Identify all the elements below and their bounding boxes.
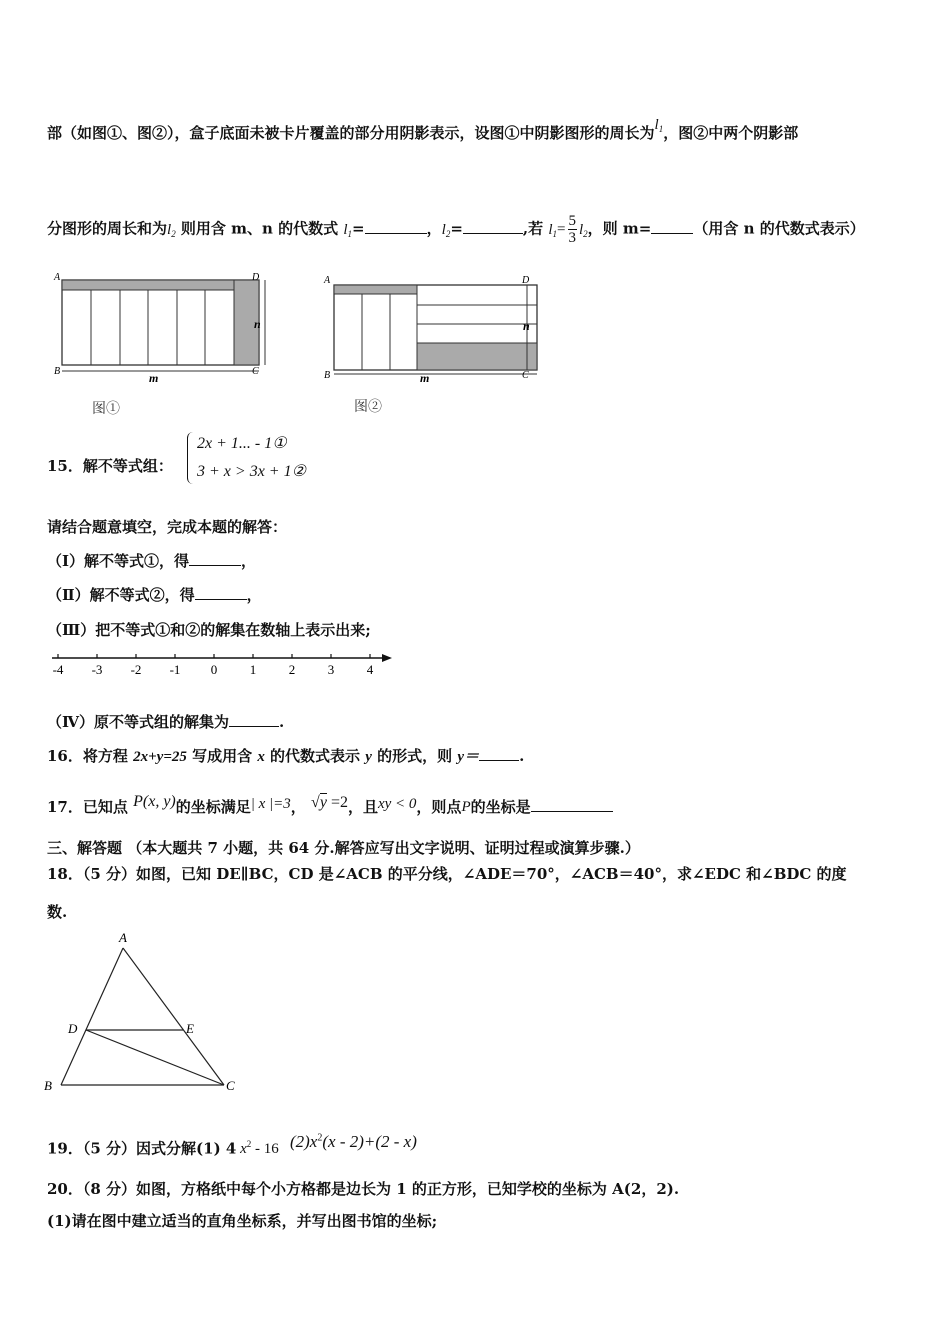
- l1-symbol: $l_1$: [654, 117, 664, 134]
- q20-line2: (1)请在图中建立适当的直角坐标系，并写出图书馆的坐标;: [47, 1212, 438, 1230]
- tick-label: -4: [52, 662, 64, 677]
- q15-part2: （Ⅱ）解不等式②，得 ，: [47, 586, 262, 604]
- fig2-label-m: m: [420, 371, 430, 385]
- ratio-eq: =: [557, 221, 566, 238]
- q14-line2-a: 分图形的周长和为: [47, 219, 168, 238]
- fig1-caption: 图①: [92, 400, 120, 416]
- q17-sqrt: √y =2: [311, 794, 348, 811]
- tick-label: 0: [210, 662, 218, 677]
- q17-abs: | x |=3: [250, 796, 291, 812]
- label-E: E: [186, 1021, 194, 1036]
- q14-line2: [47, 213, 865, 246]
- l2-answer-blank[interactable]: [463, 219, 523, 234]
- q18-line1: 18．（5 分）如图，已知 DE∥BC，CD 是∠ACB 的平分线，∠ADE＝70°，∠ACB＝40°，求∠EDC 和∠BDC 的度: [47, 865, 847, 883]
- q15-instruction: 请结合题意填空，完成本题的解答：: [47, 518, 288, 536]
- l1-answer-symbol: $l_1$: [343, 221, 353, 239]
- q17-xy: xy < 0: [377, 796, 417, 812]
- fig1-label-A: A: [54, 272, 61, 283]
- q19: 19．（5 分）因式分解(1) 4 $x^2 - 16$ $(2)x^2(x - 2)+(2 - x)$: [47, 1131, 417, 1158]
- tick-label: -2: [130, 662, 142, 677]
- ratio-fraction: $\frac{5}{3}$: [568, 213, 576, 246]
- q14-line1: [47, 115, 798, 143]
- label-B: B: [44, 1078, 52, 1093]
- fig1-card-dividers: [91, 290, 234, 365]
- part1-blank[interactable]: [189, 551, 241, 566]
- label-C: C: [226, 1078, 235, 1093]
- fig2-vertical-cards: [334, 285, 417, 370]
- part4-blank[interactable]: [229, 712, 279, 727]
- q14-line1-a: 部（如图①、图②），盒子底面未被卡片覆盖的部分用阴影表示，设图①中阴影图形的周长为: [47, 124, 655, 142]
- fig1-label-n: n: [254, 317, 261, 331]
- q20-line1: 20．（8 分）如图，方格纸中每个小方格都是边长为 1 的正方形，已知学校的坐标为 A(2，2).: [47, 1180, 680, 1198]
- fig2-label-B: B: [324, 370, 331, 381]
- q19-expr1: $x^2 - 16$: [240, 1138, 279, 1157]
- q16-equation: 2x+y=25: [133, 749, 187, 765]
- fig2-label-C: C: [522, 370, 529, 381]
- eq-sign: =: [450, 219, 463, 238]
- q19-expr2: $(2)x^2(x - 2)+(2 - x)$: [289, 1131, 417, 1151]
- tick-label: 4: [366, 662, 374, 677]
- fig1-box: [62, 280, 259, 365]
- q14-m-eq: ，则 m=: [587, 219, 652, 238]
- q15-prefix: 15．解不等式组：: [47, 457, 173, 475]
- q15-part3: （Ⅲ）把不等式①和②的解集在数轴上表示出来;: [47, 621, 371, 639]
- axis-arrow: [382, 654, 392, 662]
- q17-point: P(x, y): [133, 793, 176, 810]
- number-line: [44, 646, 404, 682]
- ineq-1: 2x + 1... - 1①: [197, 435, 287, 452]
- q15-part1: （Ⅰ）解不等式①，得 ，: [47, 552, 257, 570]
- fig2-horizontal-cards: [417, 305, 537, 343]
- system-brace: [187, 432, 196, 484]
- q16-blank[interactable]: [479, 746, 519, 761]
- figure-2: [316, 268, 546, 386]
- q16: 16．将方程 2x+y=25 写成用含 x 的代数式表示 y 的形式，则 y＝ .: [47, 747, 525, 765]
- fig2-shade-bottom: [417, 343, 537, 370]
- q17-blank[interactable]: [531, 797, 613, 812]
- tick-label: 3: [327, 662, 335, 677]
- l2-answer-symbol: $l_2$: [441, 221, 451, 239]
- ineq-2: 3 + x > 3x + 1②: [197, 463, 306, 480]
- tick-label: 2: [288, 662, 296, 677]
- fig2-shade-top: [334, 285, 417, 294]
- fig1-label-D: D: [252, 272, 260, 283]
- q17: 17．已知点 P(x, y)的坐标满足| x |=3， √y =2，且xy < 0，则点P的坐标是: [47, 792, 613, 817]
- fig2-caption: 图②: [354, 398, 382, 414]
- fig1-shade-top: [62, 280, 259, 290]
- side-AB: [61, 948, 123, 1085]
- q15-part4: （Ⅳ）原不等式组的解集为 .: [47, 713, 285, 731]
- m-answer-blank[interactable]: [651, 219, 693, 234]
- q14-tail: （用含 n 的代数式表示）: [693, 219, 865, 238]
- tick-label: -3: [91, 662, 103, 677]
- ratio-l2: $l_2$: [579, 221, 588, 239]
- ratio-l1: $l_1$: [548, 221, 558, 239]
- fig2-label-n: n: [523, 319, 530, 333]
- comma: ，: [426, 219, 442, 238]
- label-D: D: [68, 1021, 78, 1036]
- fig1-label-C: C: [252, 366, 259, 377]
- tick-label: 1: [249, 662, 257, 677]
- l2-symbol: $l_2$: [167, 221, 176, 239]
- fig2-label-A: A: [324, 275, 331, 286]
- tick-label: -1: [169, 662, 181, 677]
- eq-sign: =: [352, 219, 365, 238]
- label-A: A: [119, 930, 127, 945]
- figure-1: [44, 268, 274, 386]
- q18-line2: 数.: [47, 903, 68, 921]
- part2-blank[interactable]: [195, 585, 247, 600]
- q14-line1-b: ，图②中两个阴影部: [663, 124, 799, 142]
- fig2-label-D: D: [522, 275, 530, 286]
- q14-if: ,若: [522, 219, 544, 238]
- fig1-label-m: m: [149, 371, 159, 385]
- l1-answer-blank[interactable]: [365, 219, 427, 234]
- triangle-figure: [42, 928, 242, 1096]
- section-3-title: 三、解答题 （本大题共 7 小题，共 64 分.解答应写出文字说明、证明过程或演算步骤.）: [47, 839, 640, 857]
- q14-line2-b: 则用含 m、n 的代数式: [175, 219, 339, 238]
- fig1-label-B: B: [54, 366, 61, 377]
